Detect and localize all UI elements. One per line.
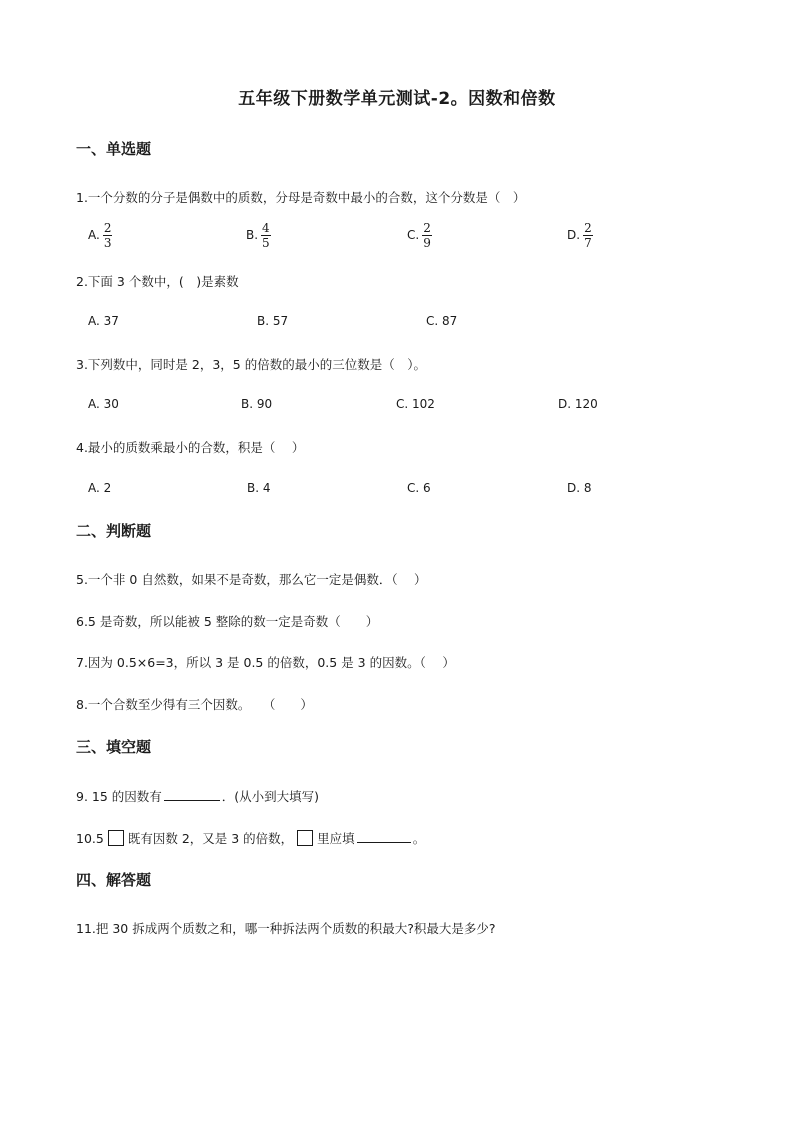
question-11: 11.把 30 拆成两个质数之和，哪一种拆法两个质数的积最大?积最大是多少?: [76, 921, 496, 936]
question-1: 1.一个分数的分子是偶数中的质数，分母是奇数中最小的合数，这个分数是（ ）: [76, 190, 526, 205]
question-7: 7.因为 0.5×6=3，所以 3 是 0.5 的倍数，0.5 是 3 的因数。（ ）: [76, 655, 455, 670]
answer-box[interactable]: [108, 830, 124, 846]
answer-box[interactable]: [297, 830, 313, 846]
question-9: 9. 15 的因数有 ．(从小到大填写): [76, 789, 320, 804]
q4-option-b: B. 4: [247, 481, 271, 495]
question-2: 2.下面 3 个数中，( )是素数: [76, 274, 239, 289]
q1-option-b: B. $\frac{4}{5}$: [246, 221, 270, 250]
q4-option-d: D. 8: [567, 481, 592, 495]
fraction: $\frac{2}{9}$: [423, 221, 431, 250]
q3-option-b: B. 90: [241, 397, 273, 411]
q4-option-c: C. 6: [407, 481, 431, 495]
q3-option-d: D. 120: [558, 397, 598, 411]
answer-blank[interactable]: [357, 830, 411, 843]
q1-option-d: D. $\frac{2}{7}$: [567, 221, 592, 250]
fraction: $\frac{2}{3}$: [103, 221, 112, 250]
q1-option-a: A. $\frac{2}{3}$: [88, 221, 112, 250]
question-8: 8.一个合数至少得有三个因数。 （ ）: [76, 697, 313, 712]
section-heading-true-false: 二、判断题: [76, 522, 152, 540]
q2-option-c: C. 87: [426, 314, 458, 328]
q3-option-a: A. 30: [88, 397, 119, 411]
q4-option-a: A. 2: [88, 481, 112, 495]
fraction: $\frac{2}{7}$: [584, 221, 592, 250]
q1-option-c: C. $\frac{2}{9}$: [407, 221, 431, 250]
q2-option-b: B. 57: [257, 314, 289, 328]
question-3: 3.下列数中，同时是 2，3，5 的倍数的最小的三位数是（ ）。: [76, 357, 426, 372]
q2-option-a: A. 37: [88, 314, 119, 328]
fraction: $\frac{4}{5}$: [262, 221, 270, 250]
question-10: 10.5 既有因数 2，又是 3 的倍数， 里应填 。: [76, 831, 426, 846]
question-6: 6.5 是奇数，所以能被 5 整除的数一定是奇数（ ）: [76, 614, 379, 629]
section-heading-fill-blank: 三、填空题: [76, 738, 152, 756]
answer-blank[interactable]: [164, 788, 220, 801]
page-title: 五年级下册数学单元测试-2。因数和倍数: [238, 89, 556, 109]
question-4: 4.最小的质数乘最小的合数，积是（ ）: [76, 440, 305, 455]
q3-option-c: C. 102: [396, 397, 435, 411]
section-heading-solve: 四、解答题: [76, 871, 152, 889]
question-5: 5.一个非 0 自然数，如果不是奇数，那么它一定是偶数．（ ）: [76, 572, 427, 587]
section-heading-single-choice: 一、单选题: [76, 140, 152, 158]
